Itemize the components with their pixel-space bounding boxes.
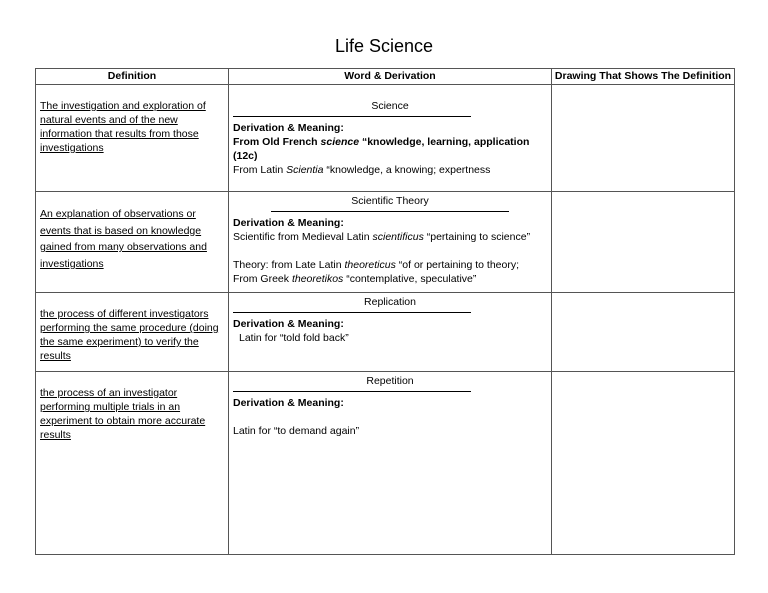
definition-cell [36,192,229,293]
derivation-label: Derivation & Meaning: [233,122,344,134]
blank-line [233,391,471,392]
word-cell [229,372,552,555]
table-row [36,192,735,293]
word-title: Scientific Theory [351,195,429,207]
word-title: Science [371,100,409,112]
derivation-line: Scientific from Medieval Latin scientificus “pertaining to science” [233,231,531,243]
word-cell [229,293,552,372]
definition-text: An explanation of observations or events that is based on knowledge gained from many observations and investigations [40,208,207,270]
word-title: Repetition [366,375,414,387]
header-word-derivation: Word & Derivation [229,69,552,85]
derivation-line: From Old French science “knowledge, learning, application (12c) [233,136,530,162]
derivation-line: Latin for “told fold back” [239,332,349,344]
word-cell [229,192,552,293]
derivation-label: Derivation & Meaning: [233,318,344,330]
table-row [36,293,735,372]
definition-text: the process of different investigators performing the same procedure (doing the same experiment) to verify the results [40,308,219,362]
blank-line [271,211,509,212]
blank-line [233,312,471,313]
blank-line [233,116,471,117]
drawing-cell[interactable] [552,85,735,192]
header-drawing: Drawing That Shows The Definition [552,69,735,85]
word-title: Replication [364,296,416,308]
derivation-line: Latin for “to demand again” [233,425,360,437]
header-definition: Definition [36,69,229,85]
derivation-line: From Greek theoretikos “contemplative, speculative” [233,273,477,285]
drawing-cell[interactable] [552,372,735,555]
table-row [36,372,735,555]
definition-cell [36,85,229,192]
drawing-cell[interactable] [552,192,735,293]
definition-cell [36,293,229,372]
word-cell [229,85,552,192]
table-row [36,85,735,192]
derivation-line: From Latin Scientia “knowledge, a knowing; expertness [233,164,491,176]
derivation-line: Theory: from Late Latin theoreticus “of or pertaining to theory; [233,259,520,271]
vocabulary-table [35,68,735,555]
page-title: Life Science [334,36,434,56]
derivation-label: Derivation & Meaning: [233,397,344,409]
drawing-cell[interactable] [552,293,735,372]
derivation-label: Derivation & Meaning: [233,217,344,229]
definition-text: The investigation and exploration of natural events and of the new information that results from those investigations [40,100,206,154]
header-row [36,69,735,85]
definition-cell [36,372,229,555]
definition-text: the process of an investigator performing multiple trials in an experiment to obtain more accurate results [40,387,206,441]
